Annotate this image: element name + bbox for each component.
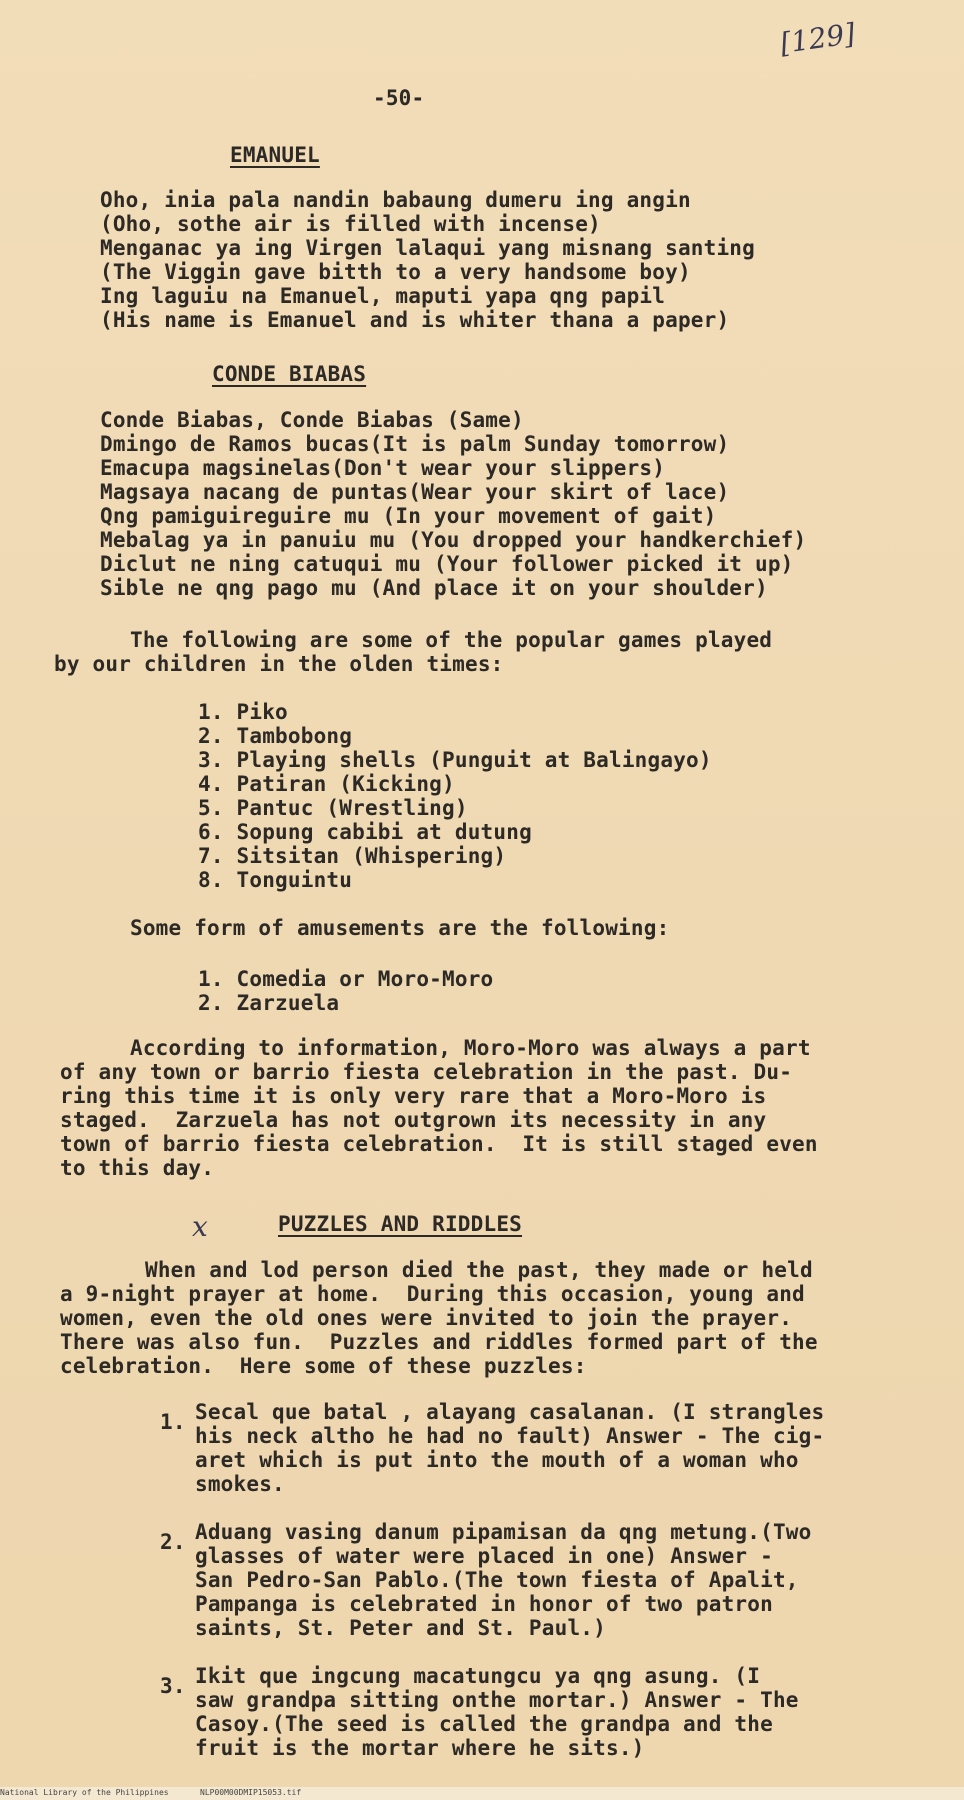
paragraph-line: to this day. (60, 1156, 215, 1180)
section-title-puzzles: PUZZLES AND RIDDLES (278, 1212, 523, 1236)
section-title-conde-biabas: CONDE BIABAS (212, 362, 367, 386)
verse-line: (The Viggin gave bitth to a very handsome boy) (100, 260, 691, 284)
riddle-number: 1. (160, 1410, 186, 1434)
paragraph-line: When and lod person died the past, they made or held (145, 1258, 813, 1282)
paragraph-line: There was also fun. Puzzles and riddles formed part of the (60, 1330, 818, 1354)
paragraph-line: town of barrio fiesta celebration. It is still staged even (60, 1132, 818, 1156)
paragraph-line: According to information, Moro-Moro was always a part (130, 1036, 811, 1060)
riddle-line: Aduang vasing danum pipamisan da qng metung.(Two (195, 1520, 812, 1544)
riddle-line: Casoy.(The seed is called the grandpa and the (195, 1712, 773, 1736)
games-intro: by our children in the olden times: (54, 652, 504, 676)
footer-filename: NLP00M00DMIP15053.tif (200, 1788, 302, 1797)
game-item: 6. Sopung cabibi at dutung (198, 820, 532, 844)
amusements-intro: Some form of amusements are the following: (130, 916, 670, 940)
footer-library: National Library of the Philippines (0, 1788, 169, 1797)
riddle-line: saints, St. Peter and St. Paul.) (195, 1616, 606, 1640)
paragraph-line: staged. Zarzuela has not outgrown its necessity in any (60, 1108, 767, 1132)
game-item: 3. Playing shells (Punguit at Balingayo) (198, 748, 712, 772)
verse-line: Diclut ne ning catuqui mu (Your follower picked it up) (100, 552, 794, 576)
game-item: 8. Tonguintu (198, 868, 353, 892)
riddle-line: Ikit que ingcung macatungcu ya qng asung. (I (195, 1664, 761, 1688)
scan-footer (0, 1787, 964, 1800)
riddle-line: glasses of water were placed in one) Answer - (195, 1544, 773, 1568)
verse-line: Emacupa magsinelas(Don't wear your slippers) (100, 456, 666, 480)
riddle-line: aret which is put into the mouth of a woman who (195, 1448, 799, 1472)
riddle-line: smokes. (195, 1472, 285, 1496)
verse-line: (His name is Emanuel and is whiter thana a paper) (100, 308, 730, 332)
handwritten-mark: x (192, 1210, 208, 1243)
game-item: 5. Pantuc (Wrestling) (198, 796, 468, 820)
game-item: 2. Tambobong (198, 724, 353, 748)
games-intro: The following are some of the popular games played (130, 628, 773, 652)
verse-line: (Oho, sothe air is filled with incense) (100, 212, 601, 236)
riddle-line: fruit is the mortar where he sits.) (195, 1736, 645, 1760)
verse-line: Ing laguiu na Emanuel, maputi yapa qng papil (100, 284, 666, 308)
paragraph-line: of any town or barrio fiesta celebration in the past. Du- (60, 1060, 793, 1084)
riddle-line: saw grandpa sitting onthe mortar.) Answer - The (195, 1688, 799, 1712)
riddle-line: Pampanga is celebrated in honor of two patron (195, 1592, 773, 1616)
riddle-line: Secal que batal , alayang casalanan. (I strangles (195, 1400, 825, 1424)
paragraph-line: a 9-night prayer at home. During this occasion, young and (60, 1282, 805, 1306)
verse-line: Magsaya nacang de puntas(Wear your skirt of lace) (100, 480, 730, 504)
riddle-number: 3. (160, 1674, 186, 1698)
riddle-line: his neck altho he had no fault) Answer - The cig- (195, 1424, 825, 1448)
amusement-item: 2. Zarzuela (198, 991, 340, 1015)
paragraph-line: women, even the old ones were invited to join the prayer. (60, 1306, 793, 1330)
verse-line: Mebalag ya in panuiu mu (You dropped your handkerchief) (100, 528, 807, 552)
verse-line: Oho, inia pala nandin babaung dumeru ing angin (100, 188, 691, 212)
riddle-line: San Pedro-San Pablo.(The town fiesta of Apalit, (195, 1568, 799, 1592)
verse-line: Sible ne qng pago mu (And place it on your shoulder) (100, 576, 768, 600)
game-item: 4. Patiran (Kicking) (198, 772, 455, 796)
verse-line: Qng pamiguireguire mu (In your movement of gait) (100, 504, 717, 528)
verse-line: Menganac ya ing Virgen lalaqui yang misnang santing (100, 236, 755, 260)
riddle-number: 2. (160, 1530, 186, 1554)
paragraph-line: ring this time it is only very rare that a Moro-Moro is (60, 1084, 767, 1108)
verse-line: Conde Biabas, Conde Biabas (Same) (100, 408, 524, 432)
section-title-emanuel: EMANUEL (230, 143, 320, 167)
game-item: 7. Sitsitan (Whispering) (198, 844, 507, 868)
verse-line: Dmingo de Ramos bucas(It is palm Sunday tomorrow) (100, 432, 730, 456)
page-number: -50- (373, 86, 425, 110)
paragraph-line: celebration. Here some of these puzzles: (60, 1354, 587, 1378)
game-item: 1. Piko (198, 700, 288, 724)
amusement-item: 1. Comedia or Moro-Moro (198, 967, 494, 991)
page-reference: [129] (778, 16, 858, 61)
